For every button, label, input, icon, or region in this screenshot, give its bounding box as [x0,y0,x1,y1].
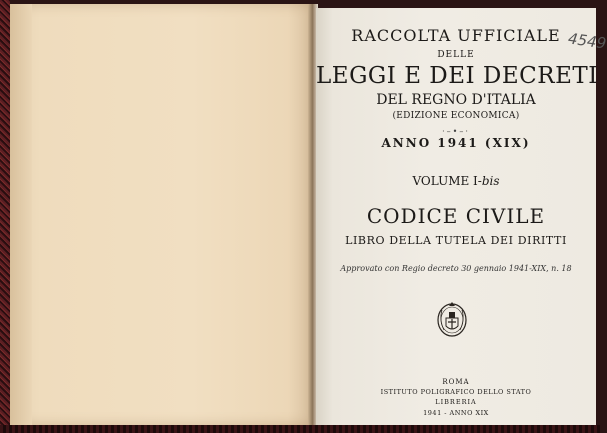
publisher-libreria: LIBRERIA [435,398,477,406]
main-title: LEGGI E DEI DECRETI [316,63,598,89]
title-page [316,8,607,425]
volume-suffix: bis [481,174,500,188]
kingdom-line: DEL REGNO D'ITALIA [376,92,536,108]
publisher-name: ISTITUTO POLIGRAFICO DELLO STATO [380,388,532,396]
left-page-edge [10,4,32,425]
publication-year: 1941 - ANNO XIX [423,409,489,417]
approval-note: Approvato con Regio decreto 30 gennaio 1941-XIX, n. 18 [340,264,572,273]
handwritten-shelf-number: 4549 [566,29,607,53]
book-cover-edge [0,0,10,433]
volume-line [316,174,596,188]
volume-prefix: VOLUME I- [412,174,482,188]
edition-line: (EDIZIONE ECONOMICA) [392,111,520,121]
collection-title: RACCOLTA UFFICIALE [351,26,561,45]
ornament-divider: ·–•–· [442,127,470,136]
book-cover-bottom [0,425,600,433]
year-line: ANNO 1941 (XIX) [381,136,531,150]
left-blank-page [10,4,312,425]
book-subtitle: LIBRO DELLA TUTELA DEI DIRITTI [345,234,567,247]
collection-subtitle-delle: DELLE [437,50,475,60]
code-title: CODICE CIVILE [366,204,546,228]
royal-emblem-icon [436,298,468,338]
publisher-city: ROMA [442,378,470,386]
